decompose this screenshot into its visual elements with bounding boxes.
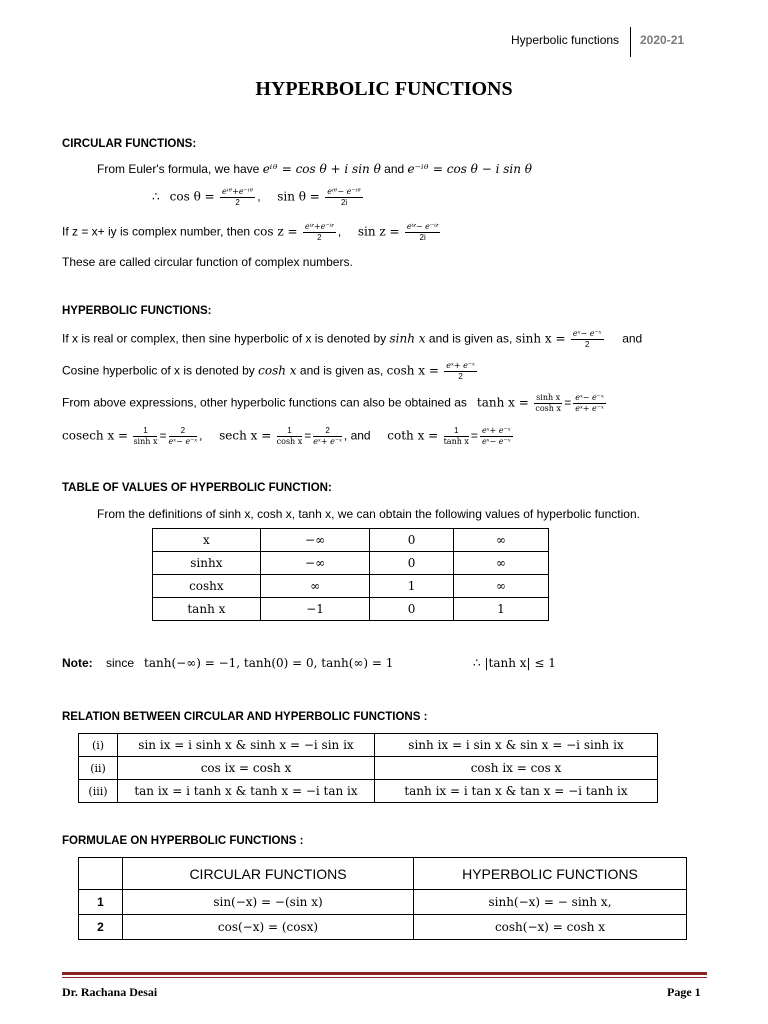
footer-author: Dr. Rachana Desai: [62, 985, 158, 999]
header-divider: [630, 27, 631, 57]
cosz-fraction: $\frac{\text{eⁱᶻ+e⁻ⁱᶻ}}{2}$: [304, 222, 334, 242]
values-cell: coshx: [153, 575, 261, 598]
values-cell: 1: [370, 575, 453, 598]
values-heading: TABLE OF VALUES OF HYPERBOLIC FUNCTION:: [62, 482, 332, 494]
formulae-row: [79, 915, 687, 940]
circular-note: These are called circular function of complex numbers.: [62, 255, 353, 269]
relation-cell: (i): [79, 734, 118, 757]
values-row: [153, 529, 549, 552]
circular-heading: CIRCULAR FUNCTIONS:: [62, 138, 197, 150]
note-label: Note:: [62, 656, 93, 670]
cosh-lhs: cosh x =: [386, 363, 439, 378]
sinh-line: If x is real or complex, then sine hyperbolic of x is denoted by sinh x and is given as, sinh x = $\frac{\text{eˣ− e⁻ˣ}}{2}$ and: [62, 329, 643, 349]
sinh-symbol: sinh x: [389, 331, 426, 346]
cosech-lhs: cosech x =: [62, 428, 129, 443]
cosh-symbol: cosh x: [258, 363, 297, 378]
relation-row: [79, 780, 658, 803]
note-text: tanh(−∞) = −1, tanh(0) = 0, tanh(∞) = 1: [144, 656, 394, 670]
values-row: [153, 575, 549, 598]
relation-row: [79, 734, 658, 757]
euler-intro: From Euler's formula, we have: [97, 162, 260, 176]
cos-theta-lhs: cos θ =: [169, 189, 215, 204]
relation-heading: RELATION BETWEEN CIRCULAR AND HYPERBOLIC FUNCTIONS :: [62, 711, 428, 723]
values-cell: 0: [370, 529, 453, 552]
values-cell: 0: [370, 552, 453, 575]
footer-rule-thin: [62, 977, 707, 978]
note-since: since: [106, 656, 135, 670]
complex-intro: If z = x+ iy is complex number, then: [62, 224, 251, 239]
coth-fraction-1: $\frac{1}{\text{tanh x}}$: [443, 426, 469, 446]
formulae-cell: sin(−x) = −(sin x): [123, 890, 414, 915]
relation-cell: (iii): [79, 780, 118, 803]
sinz-fraction: $\frac{\text{eⁱᶻ− e⁻ⁱᶻ}}{2i}$: [406, 222, 439, 242]
formulae-row: [79, 890, 687, 915]
relation-cell: tanh ix = i tan x & tan x = −i tanh ix: [375, 780, 658, 803]
note-result: ∴ |tanh x| ≤ 1: [473, 656, 556, 670]
coth-fraction-2: $\frac{\text{eˣ+ e⁻ˣ}}{\text{eˣ− e⁻ˣ}}$: [481, 426, 511, 446]
sinz-lhs: sin z =: [357, 224, 400, 239]
values-cell: ∞: [260, 575, 370, 598]
coth-lhs: coth x =: [387, 428, 439, 443]
values-table: [152, 528, 549, 621]
reciprocal-line: cosech x = $\frac{1}{\text{sinh x}}$ = $\frac{2}{\text{eˣ− e⁻ˣ}}$ , sech x = $\frac{1}{\text{cosh x}}$ = $\frac{2}{\text{eˣ+ e⁻ˣ}}$ , and coth x = $\frac{1}{\text{tanh x}}$ = $\frac{\text{eˣ+ e⁻ˣ}}{\text{eˣ− e⁻ˣ}}$: [62, 426, 511, 446]
values-intro: From the definitions of sinh x, cosh x, tanh x, we can obtain the following values of hyperbolic function.: [97, 507, 640, 521]
values-cell: tanh x: [153, 598, 261, 621]
relation-cell: tan ix = i tanh x & tanh x = −i tan ix: [118, 780, 375, 803]
note-line: [62, 656, 393, 670]
cosh-fraction: $\frac{\text{eˣ+ e⁻ˣ}}{2}$: [446, 361, 475, 381]
formulae-col-hyperbolic: HYPERBOLIC FUNCTIONS: [414, 858, 687, 890]
formulae-cell: 2: [79, 915, 123, 940]
euler-line: [97, 162, 532, 176]
values-cell: 0: [370, 598, 453, 621]
values-cell: sinhx: [153, 552, 261, 575]
values-cell: ∞: [453, 529, 548, 552]
cosh-line: Cosine hyperbolic of x is denoted by cosh x and is given as, cosh x = $\frac{\text{eˣ+ e⁻ˣ}}{2}$: [62, 361, 475, 381]
formulae-heading: FORMULAE ON HYPERBOLIC FUNCTIONS :: [62, 835, 304, 847]
formulae-cell: 1: [79, 890, 123, 915]
euler-eq1: eⁱᶿ = cos θ + i sin θ: [262, 162, 381, 176]
formulae-cell: sinh(−x) = − sinh x,: [414, 890, 687, 915]
sinh-and: and: [622, 331, 643, 346]
relation-cell: sin ix = i sinh x & sinh x = −i sin ix: [118, 734, 375, 757]
page-title: HYPERBOLIC FUNCTIONS: [255, 78, 513, 100]
sech-fraction-1: $\frac{1}{\text{cosh x}}$: [276, 426, 303, 446]
tanh-lhs: tanh x =: [476, 395, 529, 410]
sinh-lhs: sinh x =: [515, 331, 566, 346]
values-cell: −∞: [260, 552, 370, 575]
cosech-fraction-2: $\frac{2}{\text{eˣ− e⁻ˣ}}$: [168, 426, 198, 446]
values-row: [153, 598, 549, 621]
cos-sin-line: ∴ cos θ = $\frac{\text{eⁱᶿ+e⁻ⁱᶿ}}{2}$ , sin θ = $\frac{\text{eⁱᶿ− e⁻ⁱᶿ}}{2i}$: [152, 187, 361, 207]
cos-theta-fraction: $\frac{\text{eⁱᶿ+e⁻ⁱᶿ}}{2}$: [222, 187, 254, 207]
relation-cell: cosh ix = cos x: [375, 757, 658, 780]
tanh-fraction-2: $\frac{\text{eˣ− e⁻ˣ}}{\text{eˣ+ e⁻ˣ}}$: [575, 393, 604, 413]
tanh-line: From above expressions, other hyperbolic functions can also be obtained as tanh x = $\frac{\text{sinh x}}{\text{cosh x}}$ = $\frac{\text{eˣ− e⁻ˣ}}{\text{eˣ+ e⁻ˣ}}$: [62, 393, 604, 413]
relation-table: [78, 733, 658, 803]
relation-cell: sinh ix = i sin x & sin x = −i sinh ix: [375, 734, 658, 757]
relation-cell: cos ix = cosh x: [118, 757, 375, 780]
cosech-fraction-1: $\frac{1}{\text{sinh x}}$: [133, 426, 158, 446]
footer-page: Page 1: [667, 985, 701, 999]
hyperbolic-heading: HYPERBOLIC FUNCTIONS:: [62, 305, 212, 317]
values-cell: ∞: [453, 552, 548, 575]
sech-lhs: sech x =: [219, 428, 272, 443]
values-cell: −∞: [260, 529, 370, 552]
sech-fraction-2: $\frac{2}{\text{eˣ+ e⁻ˣ}}$: [313, 426, 342, 446]
header-topic: Hyperbolic functions: [511, 33, 620, 47]
therefore-symbol: ∴: [152, 189, 160, 204]
sin-theta-fraction: $\frac{\text{eⁱᶿ− e⁻ⁱᶿ}}{2i}$: [327, 187, 361, 207]
formulae-col-circular: CIRCULAR FUNCTIONS: [123, 858, 414, 890]
formulae-table: [78, 857, 687, 940]
complex-line: If z = x+ iy is complex number, then cos z = $\frac{\text{eⁱᶻ+e⁻ⁱᶻ}}{2}$ , sin z = $\frac{\text{eⁱᶻ− e⁻ⁱᶻ}}{2i}$: [62, 222, 439, 242]
header-year: 2020-21: [640, 33, 685, 47]
formulae-cell: cos(−x) = (cosx): [123, 915, 414, 940]
euler-eq2: e⁻ⁱᶿ = cos θ − i sin θ: [407, 162, 532, 176]
values-cell: ∞: [453, 575, 548, 598]
euler-and: and: [384, 162, 405, 176]
values-cell: −1: [260, 598, 370, 621]
cosz-lhs: cos z =: [253, 224, 298, 239]
sin-theta-lhs: sin θ =: [277, 189, 320, 204]
footer-rule-thick: [62, 972, 707, 975]
values-row: [153, 552, 549, 575]
values-cell: x: [153, 529, 261, 552]
formulae-cell: cosh(−x) = cosh x: [414, 915, 687, 940]
relation-row: [79, 757, 658, 780]
relation-cell: (ii): [79, 757, 118, 780]
sinh-fraction: $\frac{\text{eˣ− e⁻ˣ}}{2}$: [572, 329, 602, 349]
values-cell: 1: [453, 598, 548, 621]
tanh-fraction-1: $\frac{\text{sinh x}}{\text{cosh x}}$: [535, 393, 561, 413]
